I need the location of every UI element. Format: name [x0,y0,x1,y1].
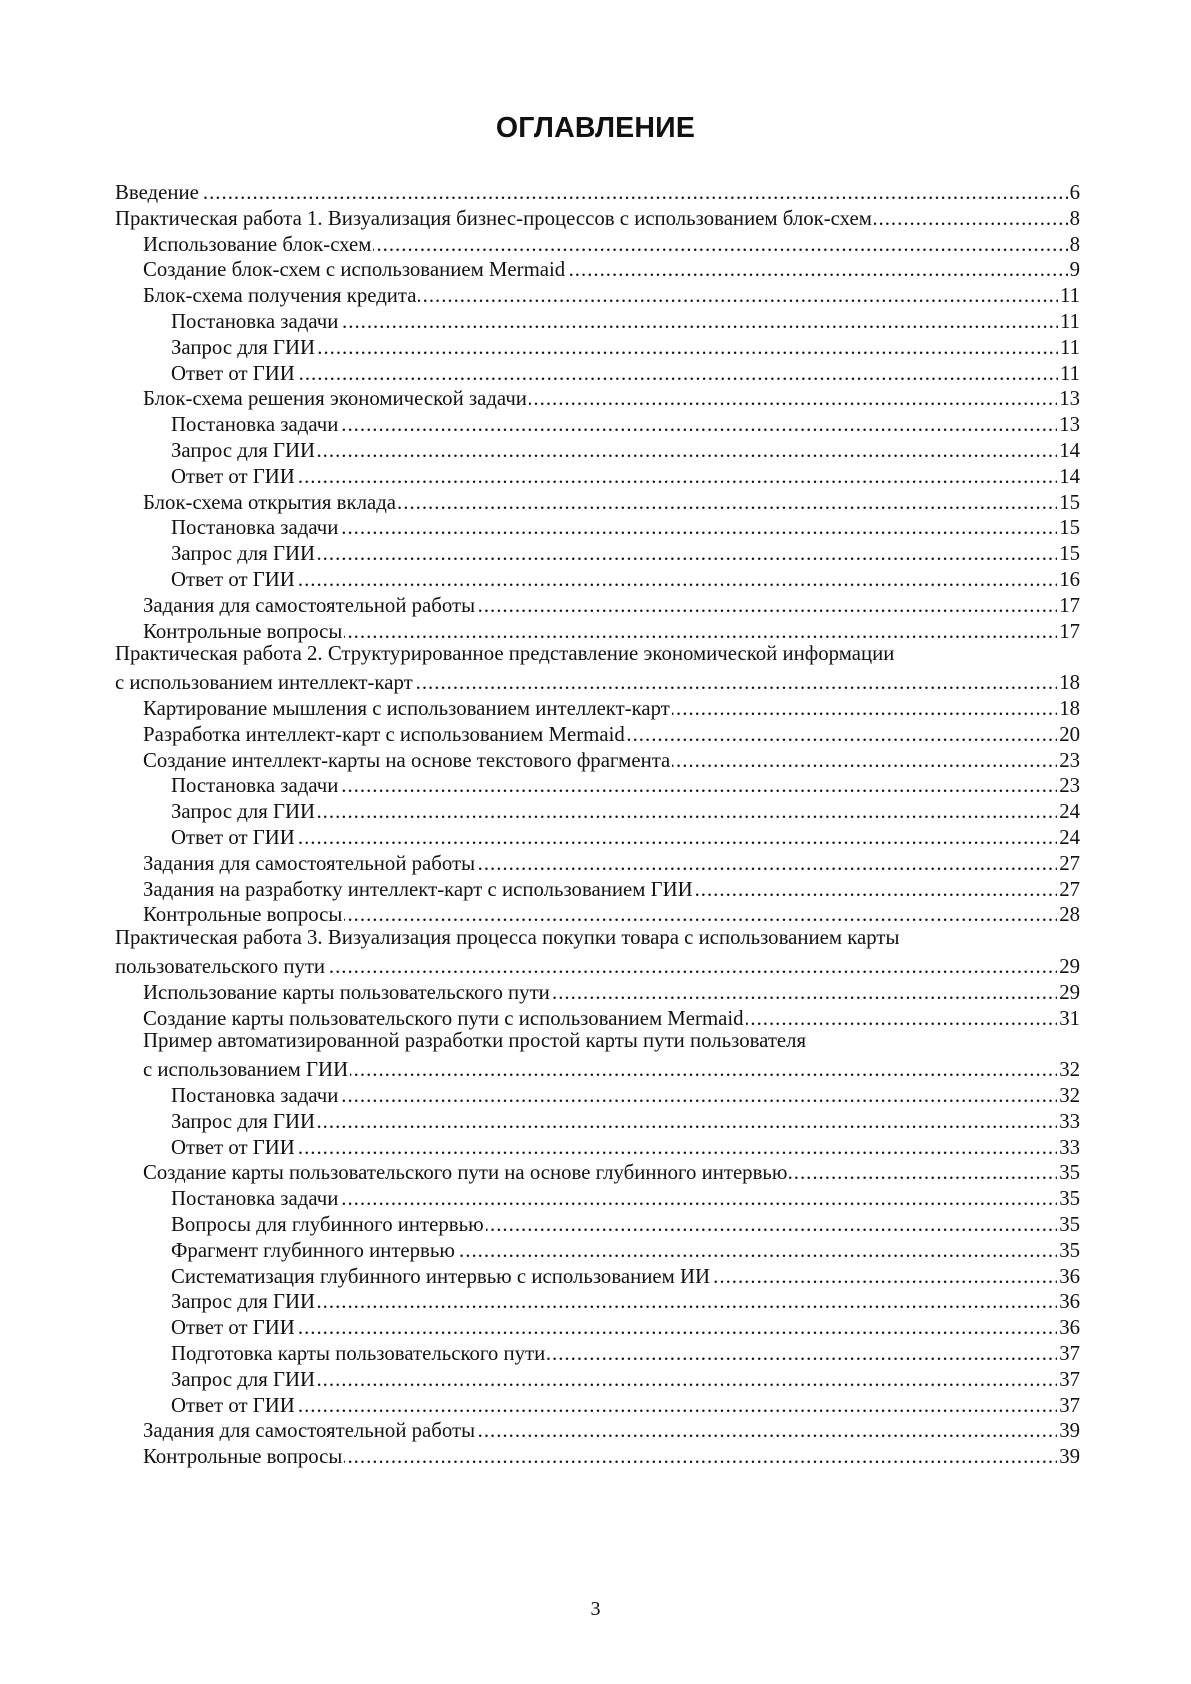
page-number: 3 [590,1598,601,1620]
leader-dots [317,439,1057,463]
leader-dots [297,362,1058,386]
toc-entry[interactable] [0,513,1080,540]
toc-entry-page: 18 [1059,671,1080,695]
toc-entry-page: 23 [1059,748,1080,772]
toc-entry-page: 35 [1059,1161,1080,1185]
toc-entry-page: 14 [1059,464,1080,488]
toc-entry-label: Запрос для ГИИ [171,542,316,566]
toc-entry-page: 35 [1059,1238,1080,1262]
toc-entry-label: Запрос для ГИИ [171,335,316,359]
leader-dots [789,1161,1057,1185]
toc-entry-page: 13 [1059,413,1080,437]
toc-entry-page: 27 [1059,851,1080,875]
toc-entry-label: Фрагмент глубинного интервью [171,1238,455,1262]
toc-entry[interactable] [0,797,1080,824]
toc-entry[interactable] [0,1287,1080,1314]
toc-entry[interactable] [0,255,1080,282]
toc-entry-label: Картирование мышления с использованием интеллект-карт [143,697,670,720]
toc-entry[interactable] [0,384,1080,411]
toc-entry-page: 24 [1059,826,1080,849]
toc-entry-label: Блок-схема открытия вклада [143,490,397,514]
toc-entry[interactable] [0,875,1080,902]
toc-entry-label: Задания на разработку интеллект-карт с использованием ГИИ [143,877,693,901]
toc-entry-label: Постановка задачи [171,1187,339,1211]
leader-dots [297,826,1057,850]
toc-entry-page: 11 [1059,361,1080,385]
toc-entry[interactable] [0,591,1080,618]
leader-dots [340,516,1057,540]
toc-entry[interactable] [0,539,1080,566]
toc-entry-label: Практическая работа 3. Визуализация процесса покупки товара с использованием карты [115,926,900,950]
leader-dots [477,1419,1057,1443]
toc-entry-page: 8 [1069,206,1080,230]
toc-entry[interactable] [0,178,1080,205]
leader-dots [317,336,1058,360]
toc-entry-label: Ответ от ГИИ [171,568,295,591]
toc-entry-label: с использованием ГИИ [143,1058,349,1082]
toc-entry[interactable] [0,720,1080,747]
leader-dots [627,723,1057,747]
toc-entry[interactable] [0,1107,1080,1134]
leader-dots [340,1187,1057,1211]
toc-entry-label: Контрольные вопросы [143,1445,343,1469]
leader-dots [317,542,1057,566]
toc-entry-label: Запрос для ГИИ [171,439,316,462]
leader-dots [340,413,1057,437]
toc-entry[interactable] [0,1339,1080,1366]
leader-dots [297,1316,1057,1340]
toc-entry-heading-line[interactable] [0,926,1080,953]
toc-entry-label: Ответ от ГИИ [171,826,295,849]
toc-entry-label: Создание блок-схем с использованием Mermaid [143,258,566,282]
toc-entry-page: 15 [1059,516,1080,540]
toc-entry-page: 27 [1059,877,1080,901]
toc-entry[interactable] [0,281,1080,308]
toc-entry-page: 32 [1059,1058,1080,1082]
toc-entry-page: 17 [1059,593,1080,617]
toc-entry-page: 39 [1059,1445,1080,1469]
toc-entry-page: 11 [1059,284,1080,308]
leader-dots [398,491,1057,515]
toc-entry[interactable] [0,204,1080,231]
toc-entry[interactable] [0,1365,1080,1392]
toc-entry-label: Создание карты пользовательского пути с использованием Mermaid [143,1006,744,1030]
toc-entry[interactable] [0,746,1080,773]
toc-entry[interactable] [0,1262,1080,1289]
toc-entry[interactable] [0,1158,1080,1185]
toc-entry-page: 32 [1059,1084,1080,1107]
toc-entry-label: Систематизация глубинного интервью с использованием ИИ [171,1264,710,1288]
toc-entry-label: Ответ от ГИИ [171,464,295,488]
toc-entry-label: Постановка задачи [171,310,339,333]
toc-entry-label: Запрос для ГИИ [171,1367,316,1391]
toc-entry-page: 35 [1059,1213,1080,1236]
toc-entry-label: Запрос для ГИИ [171,1109,316,1133]
toc-entry-page: 15 [1059,542,1080,566]
toc-entry-page: 39 [1059,1419,1080,1443]
toc-entry[interactable] [0,1081,1080,1108]
leader-dots [317,1368,1057,1392]
toc-entry[interactable] [0,952,1080,979]
toc-entry-heading-line[interactable] [0,1029,1080,1056]
leader-dots [418,284,1057,308]
leader-dots [477,852,1057,876]
toc-entry[interactable] [0,617,1080,644]
leader-dots [672,749,1057,773]
leader-dots [340,1084,1057,1108]
leader-dots [344,903,1057,927]
leader-dots [415,671,1058,695]
leader-dots [297,1136,1057,1160]
toc-entry-label: Ответ от ГИИ [171,1135,295,1159]
leader-dots [547,1342,1057,1366]
toc-entry-label: Постановка задачи [171,1084,339,1107]
toc-entry-page: 37 [1059,1367,1080,1391]
toc-entry-label: Практическая работа 1. Визуализация бизнес-процессов с использованием блок-схем [115,206,872,230]
toc-entry-label: Постановка задачи [171,516,339,540]
page-title: ОГЛАВЛЕНИЕ [495,112,696,144]
toc-entry[interactable] [0,436,1080,463]
toc-entry-label: Введение [115,181,199,204]
toc-entry-label: Контрольные вопросы [143,903,343,927]
toc-entry-label: с использованием интеллект-карт [115,671,413,695]
toc-entry-heading-line[interactable] [0,642,1080,669]
toc-entry-label: Задания для самостоятельной работы [143,851,476,875]
toc-entry-page: 13 [1059,387,1080,411]
toc-entry[interactable] [0,900,1080,927]
toc-entry-label: Задания для самостоятельной работы [143,1419,476,1443]
toc-entry-page: 16 [1059,568,1080,591]
leader-dots [567,258,1067,282]
leader-dots [552,981,1057,1005]
toc-entry[interactable] [0,1184,1080,1211]
toc-entry-page: 31 [1059,1006,1080,1030]
leader-dots [344,1445,1057,1469]
toc-entry-label: Запрос для ГИИ [171,1290,316,1314]
leader-dots [874,207,1068,231]
toc-entry-label: Вопросы для глубинного интервью [171,1213,484,1236]
toc-entry-page: 11 [1059,335,1080,359]
leader-dots [297,465,1057,489]
leader-dots [317,1290,1057,1314]
toc-entry-label: Подготовка карты пользовательского пути [171,1342,546,1365]
toc-entry-page: 36 [1059,1290,1080,1314]
toc-entry-label: Практическая работа 2. Структурированное представление экономической информации [115,642,895,666]
toc-entry-label: Ответ от ГИИ [171,361,295,385]
toc-entry[interactable] [0,333,1080,360]
toc-entry-label: Ответ от ГИИ [171,1393,295,1417]
toc-entry-page: 18 [1059,697,1080,720]
toc-entry-label: Пример автоматизированной разработки простой карты пути пользователя [143,1029,807,1053]
toc-entry-label: Блок-схема получения кредита [143,284,417,308]
leader-dots [297,1394,1057,1418]
toc-entry[interactable] [0,1313,1080,1340]
toc-entry[interactable] [0,1133,1080,1160]
toc-entry[interactable] [0,410,1080,437]
leader-dots [297,568,1057,592]
leader-dots [457,1239,1057,1263]
toc-entry-page: 15 [1059,490,1080,514]
leader-dots [672,697,1057,721]
toc-entry-page: 36 [1059,1316,1080,1340]
toc-entry[interactable] [0,849,1080,876]
toc-entry-label: Постановка задачи [171,413,339,437]
toc-entry-page: 33 [1059,1109,1080,1133]
toc-entry[interactable] [0,1416,1080,1443]
toc-entry[interactable] [0,462,1080,489]
toc-entry[interactable] [0,1210,1080,1237]
toc-entry-label: Блок-схема решения экономической задачи [143,387,527,411]
toc-entry[interactable] [0,978,1080,1005]
toc-entry-label: Создание интеллект-карты на основе текстового фрагмента [143,748,671,772]
toc-entry-page: 33 [1059,1135,1080,1159]
leader-dots [695,878,1058,902]
toc-entry[interactable] [0,488,1080,515]
toc-entry-label: Разработка интеллект-карт с использованием Mermaid [143,722,625,746]
toc-entry-page: 8 [1069,232,1080,256]
toc-entry-page: 20 [1059,722,1080,746]
leader-dots [317,800,1057,824]
toc-entry-label: Создание карты пользовательского пути на основе глубинного интервью [143,1161,788,1185]
leader-dots [746,1007,1058,1031]
toc-entry-label: пользовательского пути [115,955,326,978]
toc-entry-page: 14 [1059,439,1080,462]
leader-dots [327,955,1057,979]
toc-entry[interactable] [0,230,1080,257]
toc-entry-page: 17 [1059,619,1080,643]
leader-dots [486,1213,1058,1237]
toc-entry-label: Задания для самостоятельной работы [143,593,476,617]
toc-entry-label: Контрольные вопросы [143,619,343,643]
toc-entry[interactable] [0,771,1080,798]
toc-entry-page: 29 [1059,980,1080,1004]
toc-entry[interactable] [0,1236,1080,1263]
toc-entry-page: 9 [1069,258,1080,282]
toc-entry-page: 37 [1059,1393,1080,1417]
leader-dots [529,387,1057,411]
leader-dots [317,1110,1057,1134]
toc-entry[interactable] [0,1004,1080,1031]
toc-entry[interactable] [0,668,1080,695]
toc-entry[interactable] [0,359,1080,386]
leader-dots [712,1265,1057,1289]
toc-entry[interactable] [0,694,1080,721]
leader-dots [344,620,1057,644]
toc-entry-page: 6 [1069,181,1080,204]
toc-entry-label: Использование блок-схем [143,232,372,256]
leader-dots [201,181,1068,205]
toc-entry-label: Постановка задачи [171,774,339,798]
leader-dots [340,774,1057,798]
toc-entry-label: Ответ от ГИИ [171,1316,295,1340]
toc-entry-page: 35 [1059,1187,1080,1211]
toc-entry[interactable] [0,1391,1080,1418]
toc-entry[interactable] [0,1442,1080,1469]
toc-entry-label: Запрос для ГИИ [171,800,316,824]
toc-entry[interactable] [0,1055,1080,1082]
toc-entry[interactable] [0,823,1080,850]
toc-entry-page: 24 [1059,800,1080,824]
leader-dots [350,1058,1057,1082]
toc-entry-page: 37 [1059,1342,1080,1365]
leader-dots [477,594,1057,618]
leader-dots [340,310,1058,334]
toc-entry-page: 29 [1059,955,1080,978]
toc-entry-page: 11 [1059,310,1080,333]
toc-entry-page: 36 [1059,1264,1080,1288]
toc-entry-page: 23 [1059,774,1080,798]
toc-entry-page: 28 [1059,903,1080,927]
toc-entry-label: Использование карты пользовательского пути [143,980,550,1004]
leader-dots [373,233,1067,257]
toc-entry[interactable] [0,565,1080,592]
toc-entry[interactable] [0,307,1080,334]
